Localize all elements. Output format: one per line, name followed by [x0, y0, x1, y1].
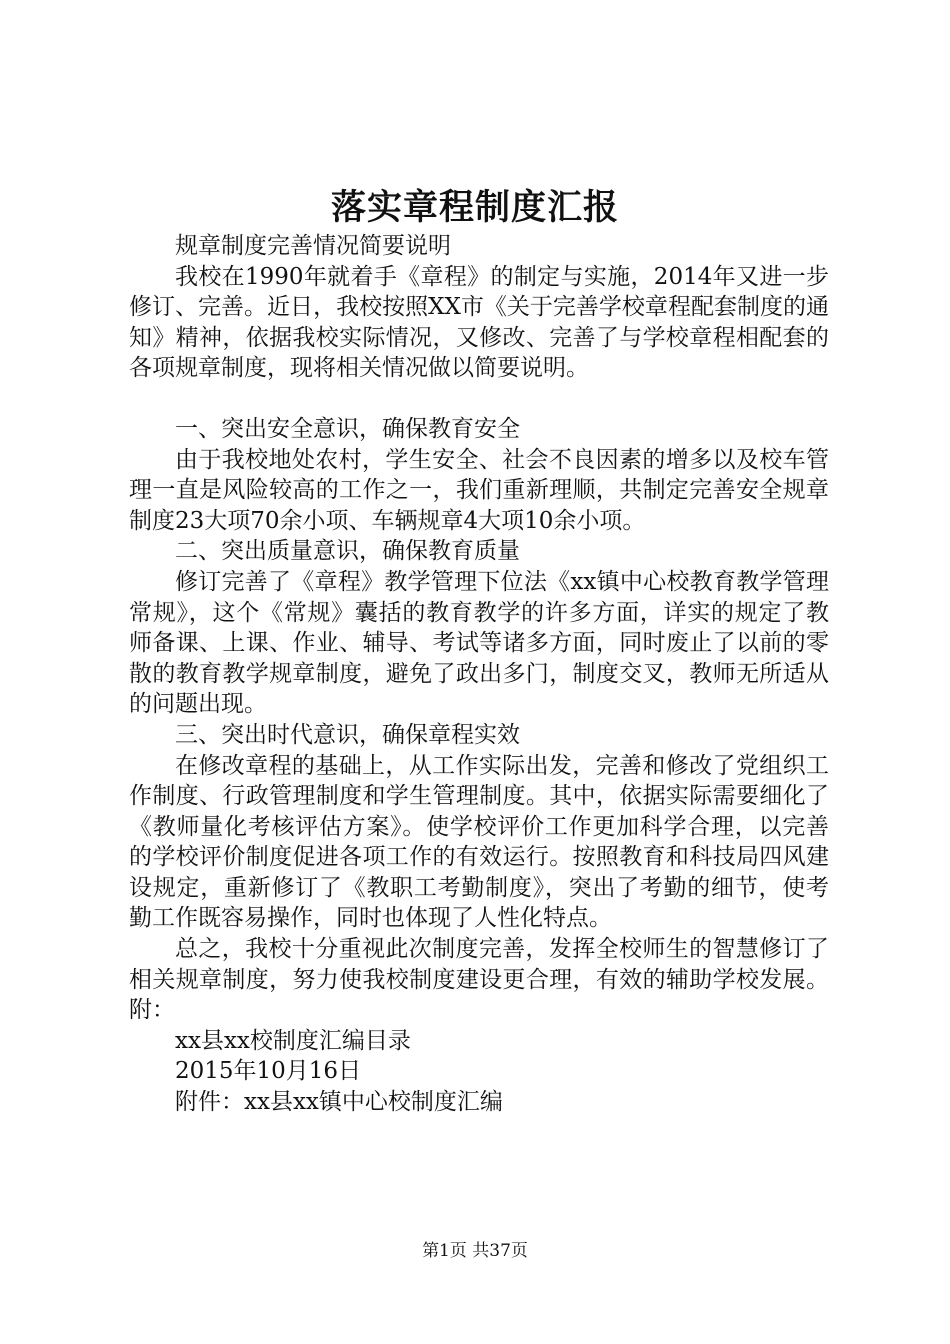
document-date: 2015年10月16日	[175, 1058, 362, 1085]
section-heading-3: 三、突出时代意识，确保章程实效	[175, 721, 520, 748]
document-title: 落实章程制度汇报	[330, 187, 619, 228]
paragraph-section-3: 在修改章程的基础上，从工作实际出发，完善和修改了党组织工作制度、行政管理制度和学生管理制度。其中，依据实际需要细化了《教师量化考核评估方案》。使学校评价工作更加科学合理，以完善的学校评价制度促进各项工作的有效运行。按照教育和科技局四风建设规定，重新修订了《教职工考勤制度》，突出了考勤的细节，使考勤工作既容易操作，同时也体现了人性化特点。	[129, 752, 829, 932]
appendix-catalog: xx县xx校制度汇编目录	[175, 1027, 411, 1054]
section-heading-1: 一、突出安全意识，确保教育安全	[175, 415, 520, 442]
paragraph-conclusion: 总之，我校十分重视此次制度完善，发挥全校师生的智慧修订了相关规章制度，努力使我校制度建设更合理，有效的辅助学校发展。附：	[129, 936, 829, 1024]
paragraph-section-1: 由于我校地处农村，学生安全、社会不良因素的增多以及校车管理一直是风险较高的工作之一，我们重新理顺，共制定完善安全规章制度23大项70余小项、车辆规章4大项10余小项。	[129, 446, 829, 534]
paragraph-intro: 我校在1990年就着手《章程》的制定与实施，2014年又进一步修订、完善。近日，我校按照XX市《关于完善学校章程配套制度的通知》精神，依据我校实际情况，又修改、完善了与学校章程相配套的各项规章制度，现将相关情况做以简要说明。	[129, 263, 829, 382]
paragraph-section-2: 修订完善了《章程》教学管理下位法《xx镇中心校教育教学管理常规》，这个《常规》囊括的教育教学的许多方面，详实的规定了教师备课、上课、作业、辅导、考试等诸多方面，同时废止了以前的零散的教育教学规章制度，避免了政出多门，制度交叉，教师无所适从的问题出现。	[129, 568, 829, 718]
document-body	[129, 231, 829, 1118]
paragraph-subtitle: 规章制度完善情况简要说明	[175, 233, 451, 259]
section-heading-2: 二、突出质量意识，确保教育质量	[175, 538, 520, 565]
page-footer: 第1页 共37页	[422, 1241, 528, 1261]
attachment-line: 附件：xx县xx镇中心校制度汇编	[175, 1089, 503, 1116]
